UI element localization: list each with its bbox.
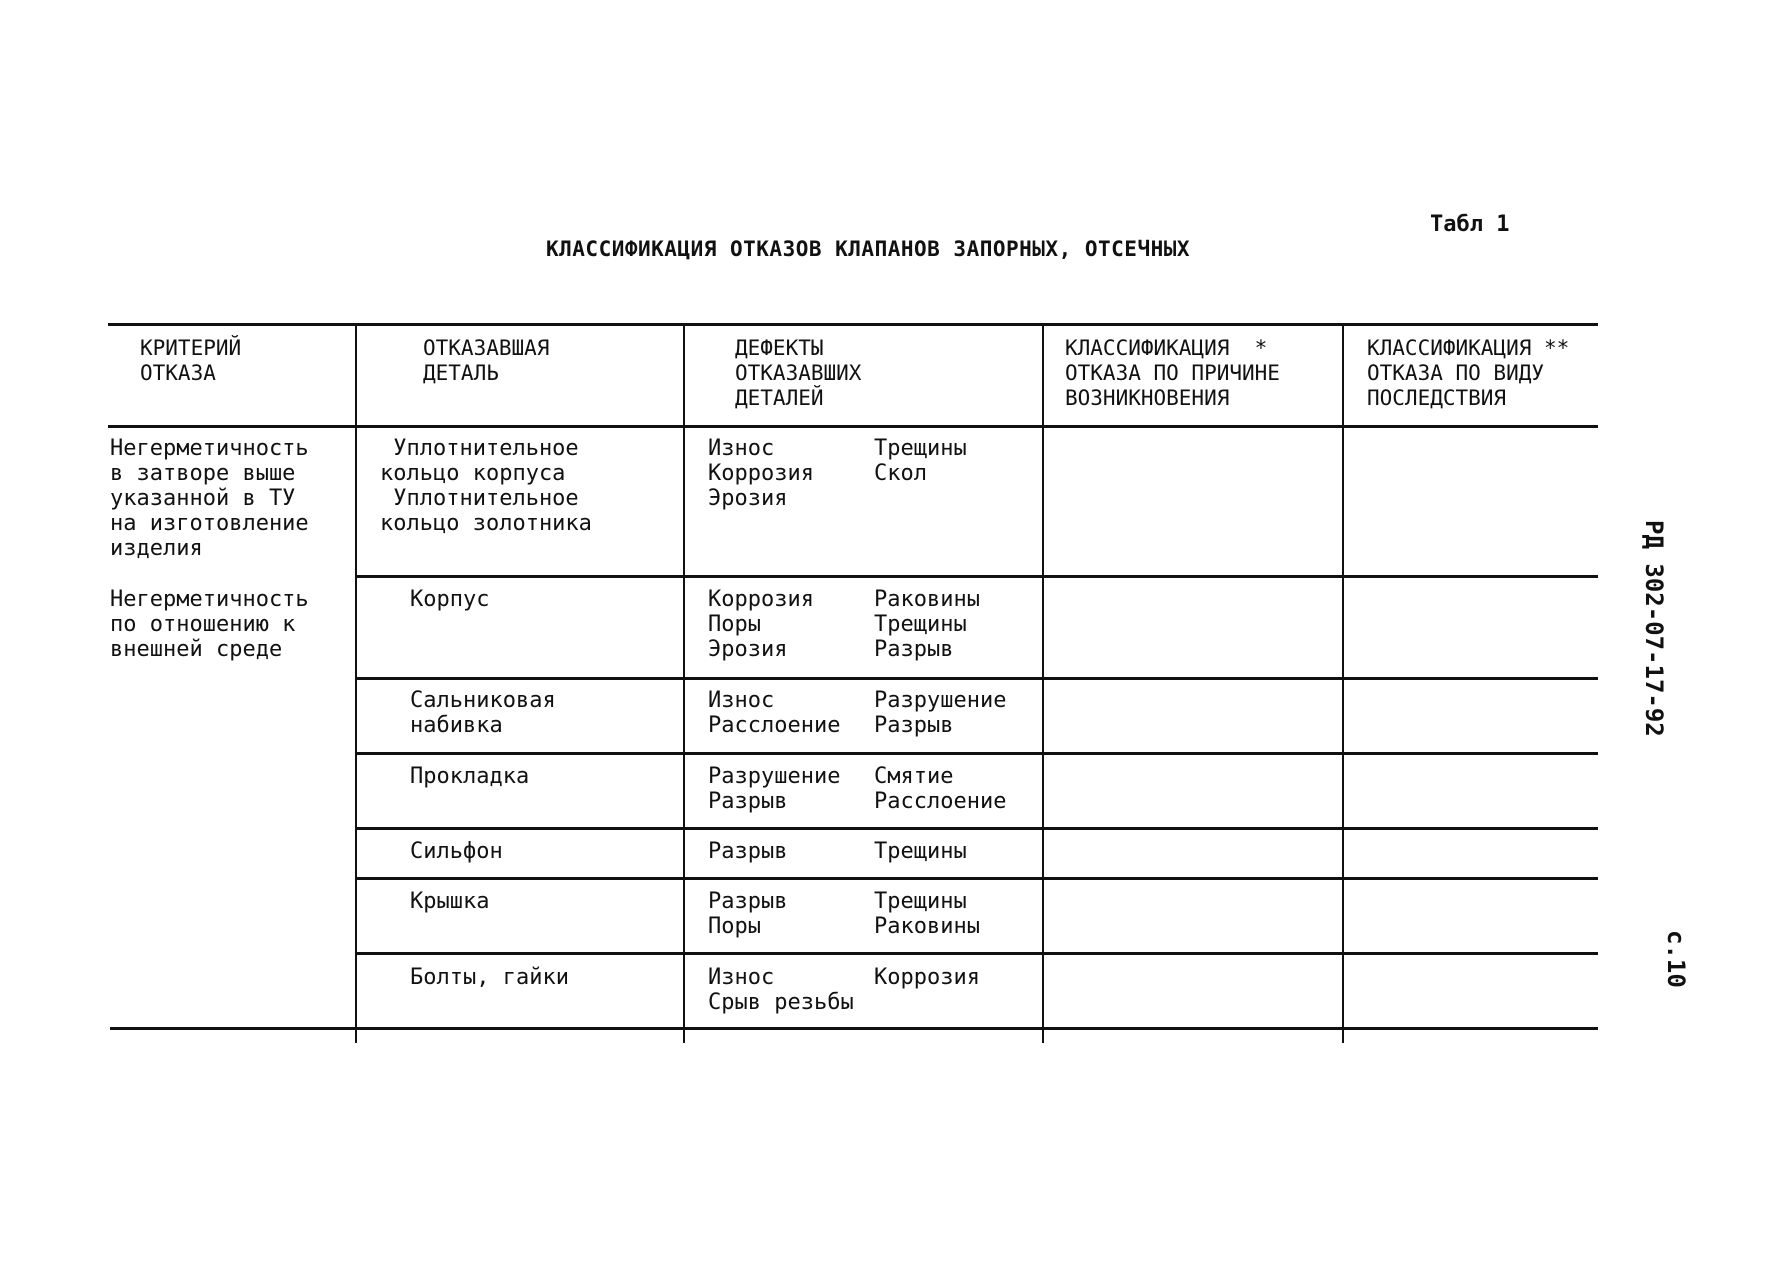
cell-defects-a: Коррозия Поры Эрозия xyxy=(708,587,814,662)
table-top-rule xyxy=(108,323,1598,326)
cell-defects-b: Трещины xyxy=(874,839,967,864)
cell-part: Прокладка xyxy=(410,764,530,789)
table-number: Табл 1 xyxy=(1430,212,1510,237)
row-rule xyxy=(355,827,1598,830)
cell-defects-b: Смятие Расслоение xyxy=(874,764,1007,814)
cell-part: Крышка xyxy=(410,889,490,914)
header-defects: ДЕФЕКТЫ ОТКАЗАВШИХ ДЕТАЛЕЙ xyxy=(735,336,862,410)
page-title: КЛАССИФИКАЦИЯ ОТКАЗОВ КЛАПАНОВ ЗАПОРНЫХ, ОТСЕЧНЫХ xyxy=(546,237,1191,261)
header-class-cause: КЛАССИФИКАЦИЯ * ОТКАЗА ПО ПРИЧИНЕ ВОЗНИКНОВЕНИЯ xyxy=(1065,336,1280,410)
column-rule xyxy=(1342,325,1344,1043)
column-rule xyxy=(683,325,685,1043)
cell-criterion: Негерметичность в затворе выше указанной в ТУ на изготовление изделия xyxy=(110,436,309,561)
cell-defects-b: Раковины Трещины Разрыв xyxy=(874,587,980,662)
cell-part: Уплотнительное кольцо корпуса Уплотнительное кольцо золотника xyxy=(380,436,592,536)
header-failed-part: ОТКАЗАВШАЯ ДЕТАЛЬ xyxy=(423,336,550,385)
column-rule xyxy=(355,325,357,1043)
column-rule xyxy=(1042,325,1044,1043)
cell-defects-a: Износ Расслоение xyxy=(708,688,841,738)
row-rule xyxy=(355,877,1598,880)
row-rule xyxy=(355,677,1598,680)
cell-defects-a: Износ Коррозия Эрозия xyxy=(708,436,814,511)
row-rule xyxy=(355,575,1598,578)
page-number: с.10 xyxy=(1662,930,1690,988)
header-criterion: КРИТЕРИЙ ОТКАЗА xyxy=(140,336,242,385)
cell-part: Сильфон xyxy=(410,839,503,864)
cell-defects-a: Износ Срыв резьбы xyxy=(708,965,854,1015)
cell-part: Болты, гайки xyxy=(410,965,569,990)
row-rule xyxy=(355,952,1598,955)
cell-defects-b: Трещины Скол xyxy=(874,436,967,486)
cell-defects-b: Коррозия xyxy=(874,965,980,990)
cell-criterion: Негерметичность по отношению к внешней среде xyxy=(110,587,309,662)
cell-defects-a: Разрыв xyxy=(708,839,788,864)
table-bottom-rule xyxy=(110,1027,1598,1030)
header-class-consequence: КЛАССИФИКАЦИЯ ** ОТКАЗА ПО ВИДУ ПОСЛЕДСТВИЯ xyxy=(1367,336,1570,410)
cell-defects-a: Разрыв Поры xyxy=(708,889,788,939)
row-rule xyxy=(355,752,1598,755)
cell-defects-a: Разрушение Разрыв xyxy=(708,764,841,814)
cell-part: Сальниковая набивка xyxy=(410,688,556,738)
cell-defects-b: Разрушение Разрыв xyxy=(874,688,1007,738)
cell-part: Корпус xyxy=(410,587,490,612)
document-code: РД 302-07-17-92 xyxy=(1640,520,1668,737)
cell-defects-b: Трещины Раковины xyxy=(874,889,980,939)
header-bottom-rule xyxy=(108,425,1598,428)
